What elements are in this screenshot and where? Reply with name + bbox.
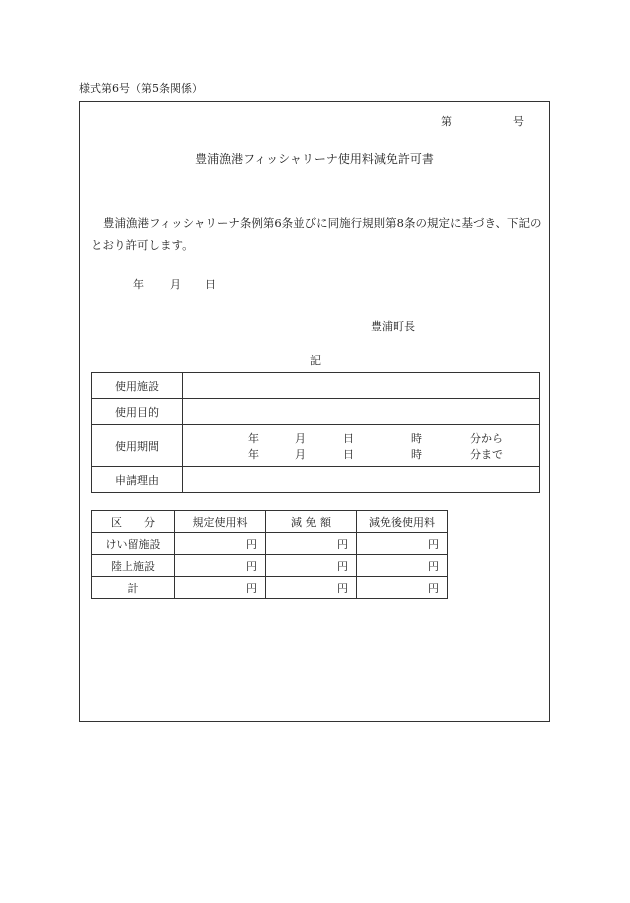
table-row: [92, 555, 448, 577]
table-row: [92, 373, 540, 399]
table-row: [92, 577, 448, 599]
header-reduction: 減 免 額: [266, 511, 357, 533]
date-month: 月: [170, 278, 181, 291]
fee-cell[interactable]: 円: [357, 555, 448, 577]
date-day: 日: [205, 278, 216, 291]
ki-label: 記: [310, 354, 321, 367]
table-row: [92, 399, 540, 425]
fee-cell[interactable]: 円: [175, 555, 266, 577]
period-to-day: 日: [343, 447, 354, 461]
header-after-reduction: 減免後使用料: [357, 511, 448, 533]
purpose-value[interactable]: [183, 399, 540, 425]
period-from-hour: 時: [411, 431, 422, 445]
form-number-label: 様式第6号（第5条関係）: [79, 82, 203, 95]
reason-value[interactable]: [183, 467, 540, 493]
table-header-row: [92, 511, 448, 533]
number-go: 号: [513, 115, 524, 128]
facility-value[interactable]: [183, 373, 540, 399]
table-row: [92, 533, 448, 555]
facility-label: 使用施設: [92, 373, 183, 399]
row-label: 陸上施設: [92, 555, 175, 577]
table-row: [92, 425, 540, 467]
period-value[interactable]: [183, 425, 540, 467]
period-from-year: 年: [248, 431, 259, 445]
fee-cell[interactable]: 円: [175, 577, 266, 599]
body-paragraph: 豊浦漁港フィッシャリーナ条例第6条並びに同施行規則第8条の規定に基づき、下記のとおり許可します。: [91, 216, 542, 252]
reason-label: 申請理由: [92, 467, 183, 493]
fee-table: [91, 510, 448, 599]
date-year: 年: [133, 278, 144, 291]
fee-cell[interactable]: 円: [357, 533, 448, 555]
fee-cell[interactable]: 円: [266, 555, 357, 577]
fee-cell[interactable]: 円: [357, 577, 448, 599]
period-from-month: 月: [295, 431, 306, 445]
period-to-minute: 分まで: [470, 447, 503, 461]
period-to-year: 年: [248, 447, 259, 461]
table-row: [92, 467, 540, 493]
row-label: けい留施設: [92, 533, 175, 555]
header-category: 区 分: [92, 511, 175, 533]
certificate-frame: [79, 101, 550, 722]
period-to-hour: 時: [411, 447, 422, 461]
period-from-minute: 分から: [470, 431, 503, 445]
purpose-label: 使用目的: [92, 399, 183, 425]
row-label: 計: [92, 577, 175, 599]
fee-cell[interactable]: 円: [175, 533, 266, 555]
header-standard-fee: 規定使用料: [175, 511, 266, 533]
period-to-month: 月: [295, 447, 306, 461]
issuer-name: 豊浦町長: [371, 320, 415, 333]
fee-cell[interactable]: 円: [266, 533, 357, 555]
period-label: 使用期間: [92, 425, 183, 467]
details-table: [91, 372, 540, 493]
number-dai: 第: [441, 115, 452, 128]
fee-cell[interactable]: 円: [266, 577, 357, 599]
period-from-day: 日: [343, 431, 354, 445]
body-text: [91, 212, 543, 256]
document-title: 豊浦漁港フィッシャリーナ使用料減免許可書: [195, 152, 434, 166]
